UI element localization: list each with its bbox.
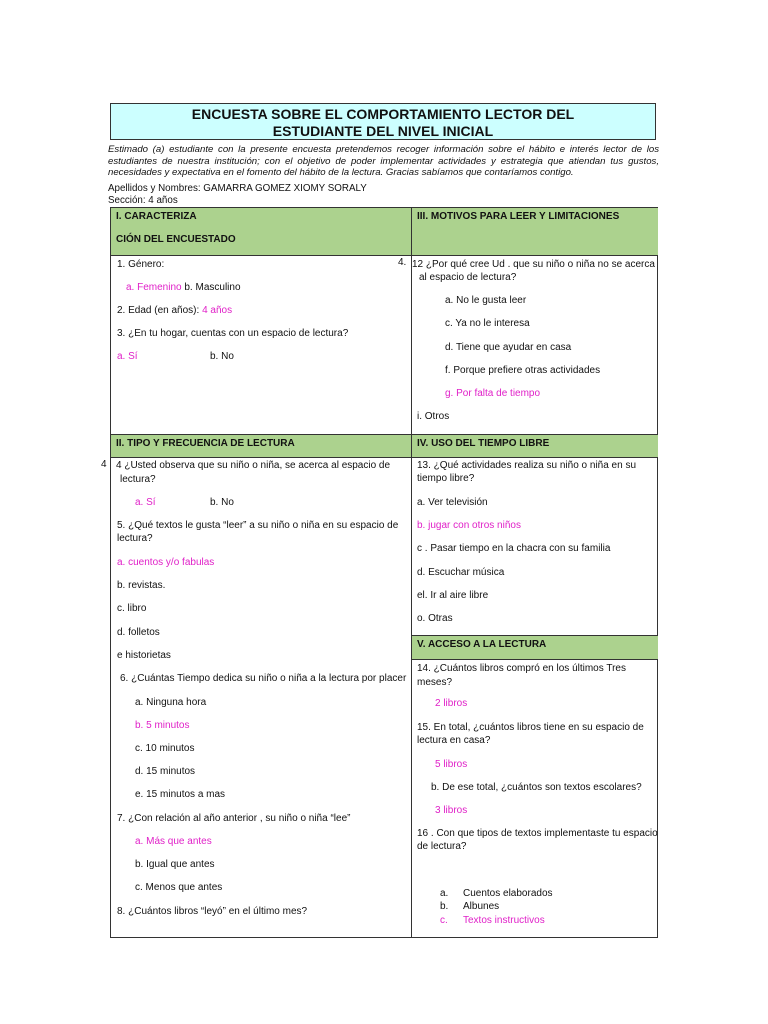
header-caracterizacion-line1: I. CARACTERIZA — [116, 211, 197, 222]
q6-text: 6. ¿Cuántas Tiempo dedica su niño o niña a la lectura por placer — [120, 673, 407, 684]
q1-answer: a. Femenino — [126, 282, 182, 293]
q15b-text: b. De ese total, ¿cuántos son textos escolares? — [431, 782, 642, 793]
q16-text-cont: de lectura? — [417, 841, 467, 852]
q15-text-cont: lectura en casa? — [417, 735, 491, 746]
q16-letter-b: b. — [440, 901, 449, 912]
q16-letter-c: c. — [440, 915, 448, 926]
q12-option-f: f. Porque prefiere otras actividades — [445, 365, 601, 376]
header-tiempo-libre: IV. USO DEL TIEMPO LIBRE — [412, 434, 658, 458]
q6-option-e: e. 15 minutos a mas — [135, 789, 226, 800]
q14-text-cont: meses? — [417, 677, 453, 688]
q3-option-b: b. No — [210, 351, 234, 362]
q3-text: 3. ¿En tu hogar, cuentas con un espacio de lectura? — [117, 328, 349, 339]
margin-number-left: 4 — [101, 459, 107, 470]
q12-option-d: d. Tiene que ayudar en casa — [445, 342, 572, 353]
q7-option-b: b. Igual que antes — [135, 859, 215, 870]
q12-text-cont: al espacio de lectura? — [419, 272, 517, 283]
q6-option-a: a. Ninguna hora — [135, 697, 207, 708]
q12-option-i: i. Otros — [417, 411, 450, 422]
q1-option-b: b. Masculino — [181, 282, 241, 293]
q16-option-a: Cuentos elaborados — [463, 888, 553, 899]
q6-option-d: d. 15 minutos — [135, 766, 196, 777]
intro-paragraph: Estimado (a) estudiante con la presente encuesta pretendemos recoger información sobre el hábito e interés lector de los estudiantes de nuestra institución; con el objetivo de poder implementar actividades y estrategia que atiendan tus gustos, necesidades y expectativa en el fomento del hábito de la lectura. Gracias sabíamos que contaríamos contigo. — [108, 144, 659, 179]
q7-option-c: c. Menos que antes — [135, 882, 223, 893]
q13-text: 13. ¿Qué actividades realiza su niño o niña en su — [417, 460, 637, 471]
title-line-1: ENCUESTA SOBRE EL COMPORTAMIENTO LECTOR DEL — [191, 106, 575, 122]
survey-title — [110, 103, 656, 140]
student-name: Apellidos y Nombres: GAMARRA GOMEZ XIOMY SORALY — [108, 183, 367, 194]
title-line-2: ESTUDIANTE DEL NIVEL INICIAL — [272, 123, 494, 139]
q6-answer: b. 5 minutos — [135, 720, 190, 731]
q16-text: 16 . Con que tipos de textos implementaste tu espacio — [417, 828, 658, 839]
q2-text: 2. Edad (en años): — [117, 305, 203, 316]
q5-answer: a. cuentos y/o fabulas — [117, 557, 215, 568]
q8-text: 8. ¿Cuántos libros “leyó” en el último mes? — [117, 906, 308, 917]
q4-text-cont: lectura? — [120, 474, 156, 485]
q4-answer: a. Sí — [135, 497, 156, 508]
q6-option-c: c. 10 minutos — [135, 743, 195, 754]
header-caracterizacion — [111, 208, 411, 256]
q14-text: 14. ¿Cuántos libros compró en los últimos Tres — [417, 663, 626, 674]
q13-option-d: d. Escuchar música — [417, 567, 505, 578]
column-divider — [411, 208, 412, 937]
q12-option-c: c. Ya no le interesa — [445, 318, 530, 329]
header-tipo-frecuencia: II. TIPO Y FRECUENCIA DE LECTURA — [111, 434, 411, 458]
q13-option-e: el. Ir al aire libre — [417, 590, 489, 601]
q3-answer: a. Sí — [117, 351, 138, 362]
q5-option-d: d. folletos — [117, 627, 160, 638]
q12-option-a: a. No le gusta leer — [445, 295, 527, 306]
q5-option-c: c. libro — [117, 603, 147, 614]
q14-answer: 2 libros — [435, 698, 468, 709]
q16-answer: Textos instructivos — [463, 915, 545, 926]
q2-answer: 4 años — [202, 305, 233, 316]
q4-text: 4 ¿Usted observa que su niño o niña, se acerca al espacio de — [116, 460, 391, 471]
header-acceso-lectura: V. ACCESO A LA LECTURA — [412, 635, 658, 660]
q7-answer: a. Más que antes — [135, 836, 212, 847]
q15-answer: 5 libros — [435, 759, 468, 770]
header-motivos: III. MOTIVOS PARA LEER Y LIMITACIONES — [412, 208, 658, 256]
q16-letter-a: a. — [440, 888, 449, 899]
q13-option-o: o. Otras — [417, 613, 453, 624]
q13-option-a: a. Ver televisión — [417, 497, 488, 508]
q12-answer: g. Por falta de tiempo — [445, 388, 541, 399]
q7-text: 7. ¿Con relación al año anterior , su niño o niña “lee” — [117, 813, 351, 824]
header-caracterizacion-line2: CIÓN DEL ENCUESTADO — [116, 234, 236, 245]
q5-option-b: b. revistas. — [117, 580, 166, 591]
q15b-answer: 3 libros — [435, 805, 468, 816]
q4-option-b: b. No — [210, 497, 234, 508]
q13-text-cont: tiempo libre? — [417, 473, 475, 484]
q13-option-c: c . Pasar tiempo en la chacra con su familia — [417, 543, 611, 554]
q15-text: 15. En total, ¿cuántos libros tiene en su espacio de — [417, 722, 644, 733]
margin-number-right: 4. — [398, 257, 407, 268]
q5-text: 5. ¿Qué textos le gusta “leer” a su niño o niña en su espacio de — [117, 520, 399, 531]
q5-option-e: e historietas — [117, 650, 171, 661]
q1-text: 1. Género: — [117, 259, 165, 270]
survey-grid — [110, 207, 658, 938]
q13-answer: b. jugar con otros niños — [417, 520, 521, 531]
q5-text-cont: lectura? — [117, 533, 153, 544]
section-label: Sección: 4 años — [108, 195, 178, 206]
q16-option-b: Albunes — [463, 901, 500, 912]
q12-text: 12 ¿Por qué cree Ud . que su niño o niña no se acerca — [412, 259, 655, 270]
